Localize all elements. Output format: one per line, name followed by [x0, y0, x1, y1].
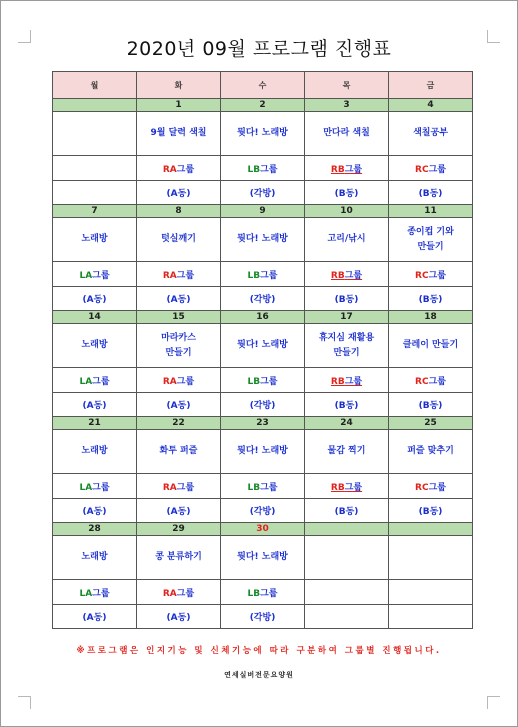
group-code: LA [79, 588, 93, 599]
activity-name: 종이컵 기와 만들기 [407, 226, 454, 252]
date-cell-fri: 18 [389, 311, 473, 324]
group-code: RB [330, 376, 345, 387]
location-cell-wed: (각방) [221, 181, 305, 205]
group-code: RB [330, 482, 345, 493]
week-5-location-row [53, 605, 473, 629]
group-code: RC [415, 270, 429, 281]
location-cell-mon: (A동) [53, 499, 137, 523]
activity-cell-wed [221, 218, 305, 262]
group-suffix: 그룹 [428, 482, 446, 493]
activity-name: 9월 달력 색칠 [150, 128, 207, 138]
group-cell-thu [305, 474, 389, 499]
activity-name: 노래방 [81, 234, 108, 244]
location-cell-fri: (B동) [389, 499, 473, 523]
activity-cell-fri [389, 112, 473, 156]
location-cell-wed: (각방) [221, 605, 305, 629]
activity-cell-mon [53, 218, 137, 262]
location-cell-fri: (B동) [389, 181, 473, 205]
location-cell-fri: (B동) [389, 393, 473, 417]
date-cell-mon: 21 [53, 417, 137, 430]
activity-name: 노래방 [81, 552, 108, 562]
group-cell-mon [53, 368, 137, 393]
location-cell-thu: (B동) [305, 499, 389, 523]
week-1-date-row [53, 99, 473, 112]
activity-cell-wed [221, 324, 305, 368]
group-code: RA [162, 482, 177, 493]
date-cell-fri: 11 [389, 205, 473, 218]
date-cell-thu: 3 [305, 99, 389, 112]
activity-name: 노래방 [81, 340, 108, 350]
location-cell-mon [53, 181, 137, 205]
group-suffix: 그룹 [260, 588, 278, 599]
group-code: LB [247, 164, 261, 175]
date-cell-tue: 29 [137, 523, 221, 536]
date-cell-wed: 16 [221, 311, 305, 324]
location-cell-tue: (A동) [137, 605, 221, 629]
date-cell-thu [305, 523, 389, 536]
date-cell-tue: 15 [137, 311, 221, 324]
group-cell-fri [389, 474, 473, 499]
activity-cell-mon [53, 430, 137, 474]
week-3-date-row [53, 311, 473, 324]
location-cell-thu: (B동) [305, 393, 389, 417]
group-code: LB [247, 270, 261, 281]
group-code: RB [330, 164, 345, 175]
group-cell-wed [221, 580, 305, 605]
group-suffix: 그룹 [260, 482, 278, 493]
group-cell-thu [305, 580, 389, 605]
location-cell-wed: (각방) [221, 393, 305, 417]
activity-name: 뭣다! 노래방 [237, 552, 288, 562]
week-2-date-row [53, 205, 473, 218]
group-suffix: 그룹 [92, 482, 110, 493]
activity-name: 마라카스 만들기 [161, 332, 196, 358]
activity-cell-tue [137, 218, 221, 262]
location-cell-wed: (각방) [221, 287, 305, 311]
group-cell-fri [389, 262, 473, 287]
group-cell-fri [389, 580, 473, 605]
group-suffix: 그룹 [260, 164, 278, 175]
location-cell-mon: (A동) [53, 287, 137, 311]
activity-name: 노래방 [81, 446, 108, 456]
group-code: RC [415, 164, 429, 175]
date-cell-fri: 4 [389, 99, 473, 112]
activity-cell-wed [221, 112, 305, 156]
group-code: LA [79, 376, 93, 387]
group-suffix: 그룹 [176, 164, 195, 175]
group-cell-thu [305, 156, 389, 181]
date-cell-thu: 17 [305, 311, 389, 324]
location-cell-tue: (A동) [137, 499, 221, 523]
activity-name: 뭣다! 노래방 [237, 446, 288, 456]
activity-name: 물감 찍기 [327, 446, 366, 456]
group-cell-tue [137, 474, 221, 499]
group-suffix: 그룹 [344, 270, 363, 281]
weekday-header-tue: 화 [137, 72, 221, 99]
group-cell-tue [137, 368, 221, 393]
weekday-header-mon: 월 [53, 72, 137, 99]
week-5-activity-row [53, 536, 473, 580]
week-4-group-row [53, 474, 473, 499]
group-code: RA [162, 270, 177, 281]
page-title: 2020년 09월 프로그램 진행표 [126, 38, 392, 60]
group-cell-wed [221, 368, 305, 393]
group-code: RA [162, 164, 177, 175]
location-cell-mon: (A동) [53, 605, 137, 629]
group-cell-fri [389, 368, 473, 393]
group-cell-wed [221, 156, 305, 181]
weekday-header-row [53, 72, 473, 99]
week-5-date-row [53, 523, 473, 536]
program-note: ※프로그램은 인지기능 및 신체기능에 따라 구분하여 그룹별 진행됩니다. [76, 646, 442, 656]
group-cell-tue [137, 262, 221, 287]
week-1-location-row [53, 181, 473, 205]
group-code: RC [415, 482, 429, 493]
group-cell-tue [137, 580, 221, 605]
activity-name: 뭣다! 노래방 [237, 340, 288, 350]
group-code: LA [79, 482, 93, 493]
activity-cell-thu [305, 112, 389, 156]
group-suffix: 그룹 [176, 482, 195, 493]
group-suffix: 그룹 [260, 376, 278, 387]
group-cell-wed [221, 262, 305, 287]
activity-name: 만다라 색칠 [323, 128, 370, 138]
group-suffix: 그룹 [344, 376, 363, 387]
group-code: LB [247, 588, 261, 599]
date-cell-mon: 7 [53, 205, 137, 218]
group-suffix: 그룹 [428, 270, 446, 281]
date-cell-thu: 10 [305, 205, 389, 218]
group-code: LB [247, 482, 261, 493]
group-code: RC [415, 376, 429, 387]
date-cell-wed: 30 [221, 523, 305, 536]
week-2-activity-row [53, 218, 473, 262]
group-cell-mon [53, 262, 137, 287]
activity-cell-mon [53, 324, 137, 368]
activity-cell-fri [389, 218, 473, 262]
date-cell-mon: 28 [53, 523, 137, 536]
date-cell-wed: 9 [221, 205, 305, 218]
group-suffix: 그룹 [428, 164, 446, 175]
week-2-group-row [53, 262, 473, 287]
group-code: RA [162, 376, 177, 387]
activity-cell-mon [53, 536, 137, 580]
activity-cell-wed [221, 430, 305, 474]
activity-name: 휴지심 재활용 만들기 [318, 332, 375, 358]
location-cell-tue: (A동) [137, 181, 221, 205]
location-cell-tue: (A동) [137, 393, 221, 417]
activity-cell-thu [305, 218, 389, 262]
date-cell-fri: 25 [389, 417, 473, 430]
week-4-activity-row [53, 430, 473, 474]
date-cell-wed: 23 [221, 417, 305, 430]
group-code: RA [162, 588, 177, 599]
group-cell-mon [53, 580, 137, 605]
week-4-date-row [53, 417, 473, 430]
activity-cell-thu [305, 536, 389, 580]
group-suffix: 그룹 [344, 482, 363, 493]
program-schedule-table [52, 71, 473, 629]
group-cell-fri [389, 156, 473, 181]
activity-cell-thu [305, 430, 389, 474]
group-suffix: 그룹 [176, 376, 195, 387]
group-suffix: 그룹 [344, 164, 363, 175]
location-cell-wed: (각방) [221, 499, 305, 523]
activity-cell-tue [137, 430, 221, 474]
activity-cell-mon [53, 112, 137, 156]
date-cell-tue: 8 [137, 205, 221, 218]
group-suffix: 그룹 [92, 588, 110, 599]
activity-name: 고리/낚시 [327, 234, 366, 244]
activity-name: 콩 분류하기 [155, 552, 202, 562]
activity-cell-thu [305, 324, 389, 368]
activity-name: 화투 퍼즐 [159, 446, 198, 456]
activity-cell-fri [389, 324, 473, 368]
week-3-group-row [53, 368, 473, 393]
group-cell-mon [53, 474, 137, 499]
group-suffix: 그룹 [176, 270, 195, 281]
activity-cell-tue [137, 536, 221, 580]
group-suffix: 그룹 [92, 376, 110, 387]
week-4-location-row [53, 499, 473, 523]
group-cell-tue [137, 156, 221, 181]
location-cell-thu: (B동) [305, 287, 389, 311]
location-cell-thu: (B동) [305, 181, 389, 205]
location-cell-fri [389, 605, 473, 629]
group-suffix: 그룹 [176, 588, 195, 599]
activity-cell-tue [137, 324, 221, 368]
location-cell-mon: (A동) [53, 393, 137, 417]
activity-cell-fri [389, 536, 473, 580]
weekday-header-thu: 목 [305, 72, 389, 99]
group-suffix: 그룹 [92, 270, 110, 281]
date-cell-tue: 1 [137, 99, 221, 112]
week-3-activity-row [53, 324, 473, 368]
crop-mark-bottom-right [487, 696, 500, 709]
group-cell-thu [305, 262, 389, 287]
group-cell-thu [305, 368, 389, 393]
location-cell-tue: (A동) [137, 287, 221, 311]
date-cell-mon [53, 99, 137, 112]
weekday-header-wed: 수 [221, 72, 305, 99]
activity-name: 퍼즐 맞추기 [407, 446, 454, 456]
location-cell-fri: (B동) [389, 287, 473, 311]
date-cell-thu: 24 [305, 417, 389, 430]
date-cell-tue: 22 [137, 417, 221, 430]
date-cell-mon: 14 [53, 311, 137, 324]
activity-name: 클레이 만들기 [402, 340, 459, 350]
group-suffix: 그룹 [260, 270, 278, 281]
week-5-group-row [53, 580, 473, 605]
group-code: RB [330, 270, 345, 281]
group-code: LA [79, 270, 93, 281]
activity-name: 뭣다! 노래방 [237, 128, 288, 138]
location-cell-thu [305, 605, 389, 629]
activity-name: 텃실깨기 [161, 234, 196, 244]
activity-cell-tue [137, 112, 221, 156]
group-code: LB [247, 376, 261, 387]
week-2-location-row [53, 287, 473, 311]
facility-name: 연세실버전문요양원 [224, 671, 294, 679]
week-3-location-row [53, 393, 473, 417]
date-cell-fri [389, 523, 473, 536]
group-cell-wed [221, 474, 305, 499]
date-cell-wed: 2 [221, 99, 305, 112]
week-1-group-row [53, 156, 473, 181]
week-1-activity-row [53, 112, 473, 156]
activity-name: 뭣다! 노래방 [237, 234, 288, 244]
activity-cell-fri [389, 430, 473, 474]
group-cell-mon [53, 156, 137, 181]
group-suffix: 그룹 [428, 376, 446, 387]
crop-mark-bottom-left [18, 696, 31, 709]
activity-cell-wed [221, 536, 305, 580]
activity-name: 색칠공부 [413, 128, 448, 138]
weekday-header-fri: 금 [389, 72, 473, 99]
